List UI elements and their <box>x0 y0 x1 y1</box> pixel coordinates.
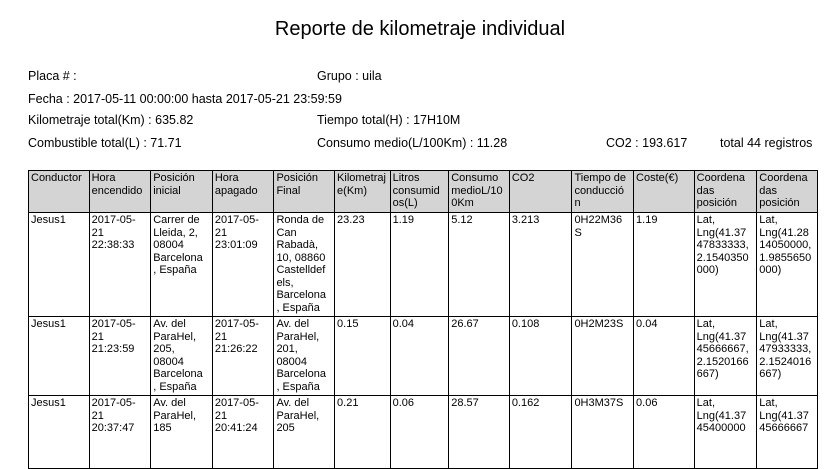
table-cell: 2017-05- 21 20:41:24 <box>212 396 274 469</box>
table-cell: Jesus1 <box>29 213 90 317</box>
table-cell: 2017-05- 21 23:01:09 <box>212 213 274 317</box>
table-cell: Lat, Lng(41.28 14050000, 1.9855650 000) <box>757 213 818 317</box>
table-cell: 0H2M23S <box>572 317 634 396</box>
table-row <box>29 396 818 469</box>
mileage-table <box>28 170 818 469</box>
total-time-label: Tiempo total(H) : 17H10M <box>317 113 461 127</box>
table-cell: 0.162 <box>509 396 572 469</box>
table-cell: Jesus1 <box>29 317 90 396</box>
co2-label: CO2 : 193.617 <box>606 136 688 150</box>
group-label: Grupo : uila <box>317 69 382 83</box>
table-cell: 0.108 <box>509 317 572 396</box>
table-cell: Lat, Lng(41.37 47933333, 2.1524016 667) <box>757 317 818 396</box>
table-cell: 2017-05- 21 21:23:59 <box>89 317 151 396</box>
report-title: Reporte de kilometraje individual <box>274 18 566 40</box>
column-header: Hora apagado <box>212 171 274 213</box>
table-header-row <box>29 171 818 213</box>
total-fuel-label: Combustible total(L) : 71.71 <box>28 136 182 150</box>
table-cell: 1.19 <box>634 213 695 317</box>
table-cell: 0H22M36 S <box>572 213 634 317</box>
table-cell: Av. del ParaHel, 205, 08004 Barcelona , España <box>151 317 213 396</box>
table-cell: 1.19 <box>390 213 449 317</box>
table-cell: Jesus1 <box>29 396 90 469</box>
table-cell: Carrer de Lleida, 2, 08004 Barcelona , España <box>151 213 213 317</box>
table-cell: Av. del ParaHel, 205 <box>274 396 335 469</box>
table-cell: 0.04 <box>390 317 449 396</box>
table-cell: 2017-05- 21 20:37:47 <box>89 396 151 469</box>
column-header: Kilometraj e(Km) <box>335 171 391 213</box>
column-header: Hora encendido <box>89 171 151 213</box>
table-cell: Lat, Lng(41.37 45666667 <box>757 396 818 469</box>
table-cell: 0.06 <box>634 396 695 469</box>
column-header: CO2 <box>509 171 572 213</box>
avg-consumption-label: Consumo medio(L/100Km) : 11.28 <box>317 136 508 150</box>
table-cell: 0.21 <box>335 396 391 469</box>
plate-label: Placa # : <box>28 69 77 83</box>
table-cell: 0.04 <box>634 317 695 396</box>
table-row <box>29 213 818 317</box>
table-cell: 0H3M37S <box>572 396 634 469</box>
table-cell: 0.15 <box>335 317 391 396</box>
column-header: Posición Final <box>274 171 335 213</box>
table-cell: Lat, Lng(41.37 47833333, 2.1540350 000) <box>694 213 757 317</box>
column-header: Tiempo de conducció n <box>572 171 634 213</box>
table-cell: Av. del ParaHel, 201, 08004 Barcelona , España <box>274 317 335 396</box>
table-cell: 23.23 <box>335 213 391 317</box>
column-header: Coordena das posición <box>694 171 757 213</box>
table-cell: 2017-05- 21 22:38:33 <box>89 213 151 317</box>
column-header: Coste(€) <box>634 171 695 213</box>
table-cell: 2017-05- 21 21:26:22 <box>212 317 274 396</box>
table-cell: 28.57 <box>449 396 510 469</box>
column-header: Litros consumid os(L) <box>390 171 449 213</box>
table-cell: 3.213 <box>509 213 572 317</box>
column-header: Consumo medioL/10 0Km <box>449 171 510 213</box>
table-cell: Lat, Lng(41.37 45666667, 2.1520166 667) <box>694 317 757 396</box>
column-header: Conductor <box>29 171 90 213</box>
table-cell: Av. del ParaHel, 185 <box>151 396 213 469</box>
table-row <box>29 317 818 396</box>
table-cell: Lat, Lng(41.37 45400000 <box>694 396 757 469</box>
record-count-label: total 44 registros <box>720 136 813 150</box>
table-cell: 5.12 <box>449 213 510 317</box>
table-cell: Ronda de Can Rabadà, 10, 08860 Castelldef els, Barcelona , España <box>274 213 335 317</box>
column-header: Coordena das posición <box>757 171 818 213</box>
table-cell: 0.06 <box>390 396 449 469</box>
total-mileage-label: Kilometraje total(Km) : 635.82 <box>28 113 194 127</box>
date-range-label: Fecha : 2017-05-11 00:00:00 hasta 2017-05-21 23:59:59 <box>28 92 342 106</box>
column-header: Posición inicial <box>151 171 213 213</box>
table-cell: 26.67 <box>449 317 510 396</box>
